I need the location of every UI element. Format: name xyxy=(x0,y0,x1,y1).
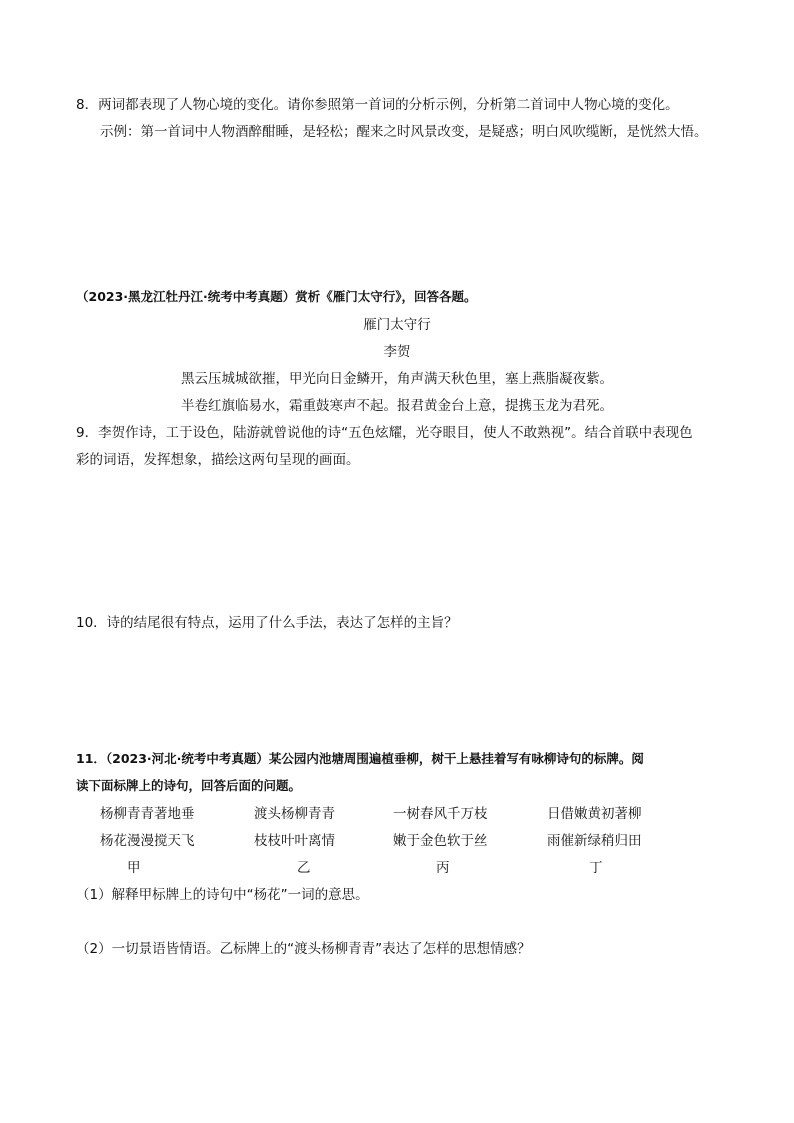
sign-yi-line-1: 渡头杨柳青青 xyxy=(254,806,335,822)
q10-question: 10．诗的结尾很有特点，运用了什么手法，表达了怎样的主旨？ xyxy=(76,615,458,631)
poem-line-2: 半卷红旗临易水，霜重鼓寒声不起。报君黄金台上意，提携玉龙为君死。 xyxy=(181,398,613,414)
sign-ding-label: 丁 xyxy=(589,860,603,876)
q8-question: 8．两词都表现了人物心境的变化。请你参照第一首词的分析示例，分析第二首词中人物心境的变化。 xyxy=(76,97,679,113)
sign-bing-label: 丙 xyxy=(436,860,450,876)
sign-ding-line-2: 雨催新绿稍归田 xyxy=(547,833,642,849)
sign-bing-line-1: 一树春风千万枝 xyxy=(393,806,488,822)
q11-sub-2: （2）一切景语皆情语。乙标牌上的“渡头杨柳青青”表达了怎样的思想情感？ xyxy=(76,941,531,957)
sign-jia-line-2: 杨花漫漫搅天飞 xyxy=(100,833,195,849)
sign-yi-line-2: 枝枝叶叶离情 xyxy=(254,833,335,849)
poem-line-1: 黑云压城城欲摧，甲光向日金鳞开，角声满天秋色里，塞上燕脂凝夜紫。 xyxy=(181,371,613,387)
sign-bing-line-2: 嫩于金色软于丝 xyxy=(393,833,488,849)
poem-author: 李贺 xyxy=(383,344,411,360)
sign-ding-line-1: 日借嫩黄初著柳 xyxy=(547,806,642,822)
q8-example: 示例：第一首词中人物酒醉酣睡，是轻松；醒来之时风景改变，是疑惑；明白风吹缆断，是恍然大悟。 xyxy=(100,124,708,140)
q9-line-1: 9．李贺作诗，工于设色，陆游就曾说他的诗“五色炫耀，光夺眼目，使人不敢熟视”。结合首联中表现色 xyxy=(76,425,693,441)
sign-jia-label: 甲 xyxy=(127,860,141,876)
q9-line-2: 彩的词语，发挥想象，描绘这两句呈现的画面。 xyxy=(76,452,360,468)
poem-title: 雁门太守行 xyxy=(363,317,431,333)
sign-jia-line-1: 杨柳青青著地垂 xyxy=(100,806,195,822)
sign-yi-label: 乙 xyxy=(297,860,311,876)
q11-header-line-1: 11．（2023·河北·统考中考真题）某公园内池塘周围遍植垂柳，树干上悬挂着写有咏柳诗句的标牌。阅 xyxy=(76,751,644,766)
section-header: （2023·黑龙江牡丹江·统考中考真题）赏析《雁门太守行》，回答各题。 xyxy=(76,289,477,304)
q11-sub-1: （1）解释甲标牌上的诗句中“杨花”一词的意思。 xyxy=(76,887,369,903)
q11-header-line-2: 读下面标牌上的诗句，回答后面的问题。 xyxy=(76,778,302,793)
